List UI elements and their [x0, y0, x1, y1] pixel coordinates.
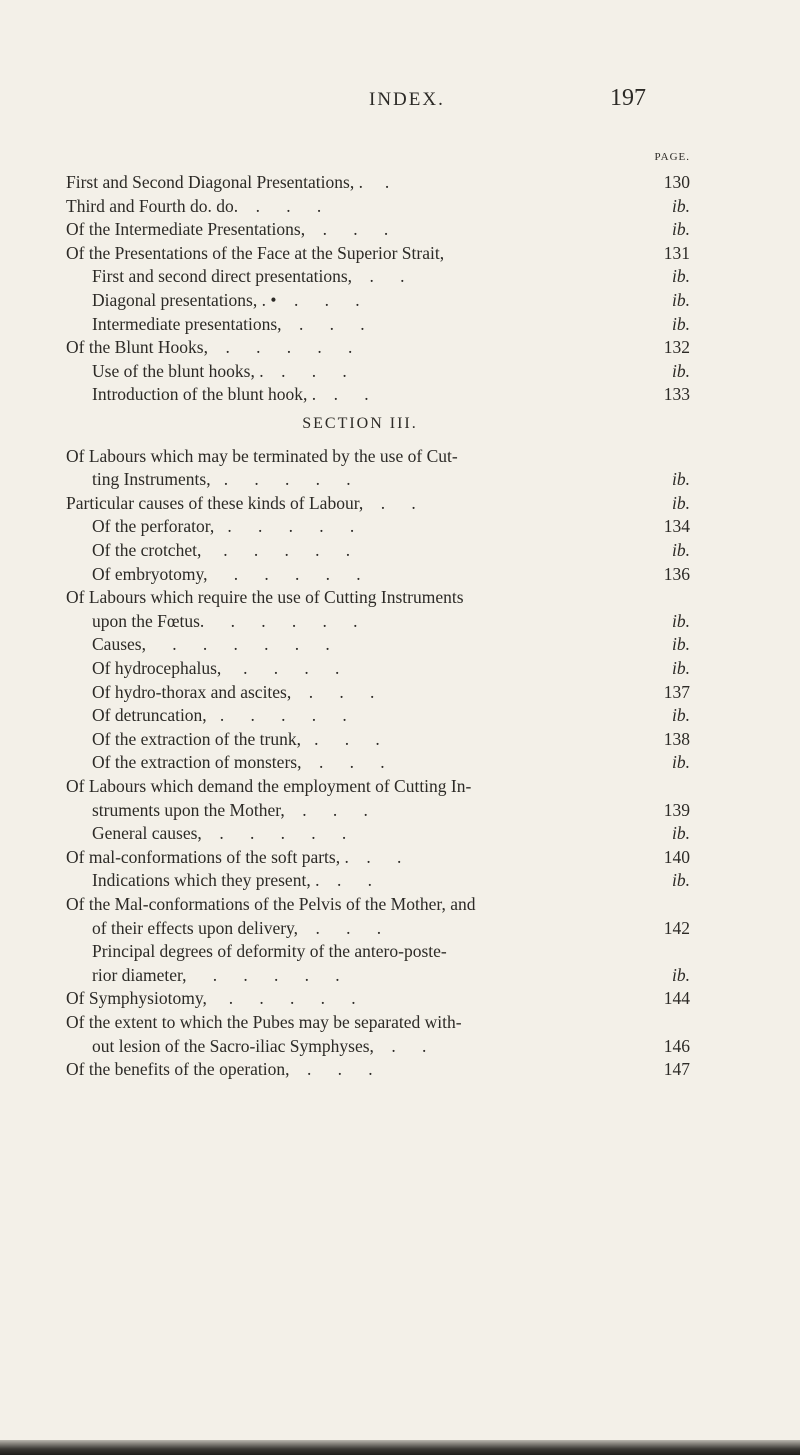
- entry-text: Use of the blunt hooks, . . . .: [92, 360, 347, 381]
- page-number: 197: [610, 85, 646, 111]
- entry-page-ref: 146: [663, 1035, 690, 1056]
- entry-text: Indications which they present, . . .: [92, 870, 372, 891]
- entry-text: Of embryotomy, . . . . .: [92, 563, 361, 584]
- section-heading: SECTION III.: [302, 415, 418, 432]
- entry-text: struments upon the Mother, . . .: [92, 799, 368, 820]
- index-entry: [0, 380, 800, 408]
- entry-page-ref: ib.: [672, 266, 690, 287]
- leader-dots: . .: [348, 846, 402, 867]
- leader-dots: . . .: [263, 360, 347, 381]
- entry-page-ref: ib.: [672, 752, 690, 773]
- entry-page-ref: ib.: [672, 195, 690, 216]
- leader-dots: . . . . .: [204, 610, 358, 631]
- entry-text: Principal degrees of deformity of the antero-poste-: [92, 941, 447, 962]
- leader-dots: . . . . .: [206, 705, 347, 726]
- entry-text: Of the Blunt Hooks, . . . . .: [66, 337, 353, 358]
- entry-page-ref: ib.: [672, 705, 690, 726]
- running-head: [0, 85, 800, 115]
- entry-page-ref: 130: [663, 172, 690, 192]
- leader-dots: . . . . .: [207, 563, 361, 584]
- entry-page-ref: ib.: [672, 360, 690, 381]
- entry-text: Of the extraction of the trunk, . . .: [92, 728, 380, 749]
- entry-text: of their effects upon delivery, . . .: [92, 917, 382, 938]
- index-entry: [0, 1055, 800, 1083]
- entry-page-ref: ib.: [672, 313, 690, 334]
- entry-text: Of the Presentations of the Face at the Superior Strait,: [66, 242, 445, 263]
- entry-page-ref: ib.: [672, 964, 690, 985]
- entry-page-ref: ib.: [672, 290, 690, 310]
- leader-dots: . . .: [298, 917, 382, 938]
- entry-text: upon the Fœtus. . . . . .: [92, 610, 358, 631]
- entry-text: Of the Intermediate Presentations, . . .: [66, 219, 389, 240]
- entry-text: out lesion of the Sacro-iliac Symphyses, . .: [92, 1035, 427, 1056]
- entry-page-ref: 140: [663, 846, 690, 867]
- entry-page-ref: ib.: [672, 658, 690, 678]
- leader-dots: . . .: [301, 752, 385, 773]
- entry-text: Causes, . . . . . .: [92, 634, 330, 655]
- leader-dots: . .: [319, 870, 372, 891]
- entry-text: General causes, . . . . .: [92, 823, 347, 844]
- leader-dots: . . . . .: [207, 337, 353, 358]
- leader-dots: . .: [373, 1035, 427, 1056]
- entry-page-ref: 144: [663, 988, 690, 1009]
- page-bottom-edge: [0, 1440, 800, 1455]
- entry-text: Of the extraction of monsters, . . .: [92, 752, 385, 773]
- entry-page-ref: 131: [663, 242, 690, 263]
- entry-text: Of hydro-thorax and ascites, . . .: [92, 681, 375, 702]
- entry-page-ref: ib.: [672, 219, 690, 240]
- leader-dots: . . .: [238, 195, 322, 216]
- entry-page-ref: 137: [663, 681, 690, 702]
- entry-page-ref: ib.: [672, 469, 690, 490]
- leader-dots: . . .: [281, 313, 365, 334]
- leader-dots: . . . . .: [214, 516, 355, 537]
- leader-dots: . .: [352, 266, 405, 287]
- entry-text: ting Instruments, . . . . .: [92, 469, 351, 490]
- entry-text: Of Labours which demand the employment of Cutting In-: [66, 776, 472, 796]
- leader-dots: . . . . .: [201, 823, 347, 844]
- entry-page-ref: 142: [663, 917, 690, 938]
- leader-dots: . . .: [300, 728, 380, 749]
- entry-page-ref: 132: [663, 337, 690, 358]
- entry-page-ref: ib.: [672, 870, 690, 891]
- leader-dots: . . . . .: [201, 540, 351, 560]
- leader-dots: . . .: [276, 290, 360, 310]
- entry-text: Introduction of the blunt hook, . . .: [92, 384, 369, 405]
- entry-page-ref: ib.: [672, 492, 690, 513]
- entry-text: Of the extent to which the Pubes may be separated with-: [66, 1012, 462, 1032]
- leader-dots: . .: [363, 492, 416, 513]
- leader-dots: . . .: [284, 799, 368, 820]
- entry-text: Intermediate presentations, . . .: [92, 313, 365, 334]
- entry-text: Of the benefits of the operation, . . .: [66, 1059, 373, 1080]
- entry-page-ref: ib.: [672, 823, 690, 844]
- running-head-title: INDEX.: [369, 89, 445, 110]
- entry-page-ref: ib.: [672, 540, 690, 560]
- entry-text: Of detruncation, . . . . .: [92, 705, 347, 726]
- entry-text: Of Symphysiotomy, . . . . .: [66, 988, 356, 1009]
- page-column-label: PAGE.: [654, 151, 690, 163]
- leader-dots: . . .: [305, 219, 389, 240]
- entry-page-ref: 136: [663, 563, 690, 584]
- entry-page-ref: 139: [663, 799, 690, 820]
- entry-page-ref: 134: [663, 516, 690, 537]
- entry-text: First and second direct presentations, . .: [92, 266, 405, 287]
- leader-dots: . .: [316, 384, 369, 405]
- entry-text: Of mal-conformations of the soft parts, . . .: [66, 846, 402, 867]
- entry-text: Third and Fourth do. do. . . .: [66, 195, 322, 216]
- leader-dots: . . . . . .: [145, 634, 330, 655]
- leader-dots: . . . . .: [206, 988, 356, 1009]
- entry-text: Diagonal presentations, . • . . .: [92, 290, 360, 310]
- entry-page-ref: ib.: [672, 634, 690, 655]
- entry-page-ref: 133: [663, 384, 690, 405]
- leader-dots: . . .: [289, 1059, 373, 1080]
- leader-dots: . . . . .: [210, 469, 351, 490]
- leader-dots: . .: [354, 172, 390, 192]
- leader-dots: . . .: [291, 681, 375, 702]
- entry-text: Of the Mal-conformations of the Pelvis of the Mother, and: [66, 894, 476, 914]
- entry-text: Of the crotchet, . . . . .: [92, 540, 351, 560]
- entry-page-ref: 147: [663, 1059, 690, 1080]
- entry-text: First and Second Diagonal Presentations, . .: [66, 172, 390, 192]
- entry-page-ref: 138: [663, 728, 690, 749]
- entry-page-ref: ib.: [672, 610, 690, 631]
- entry-text: Of Labours which may be terminated by the use of Cut-: [66, 445, 458, 466]
- entry-text: Of hydrocephalus, . . . .: [92, 658, 340, 678]
- leader-dots: . . . . .: [186, 964, 340, 985]
- entry-text: Of Labours which require the use of Cutting Instruments: [66, 587, 464, 608]
- entry-text: Particular causes of these kinds of Labour, . .: [66, 492, 416, 513]
- leader-dots: . . . .: [221, 658, 340, 678]
- entry-text: Of the perforator, . . . . .: [92, 516, 355, 537]
- entry-text: rior diameter, . . . . .: [92, 964, 340, 985]
